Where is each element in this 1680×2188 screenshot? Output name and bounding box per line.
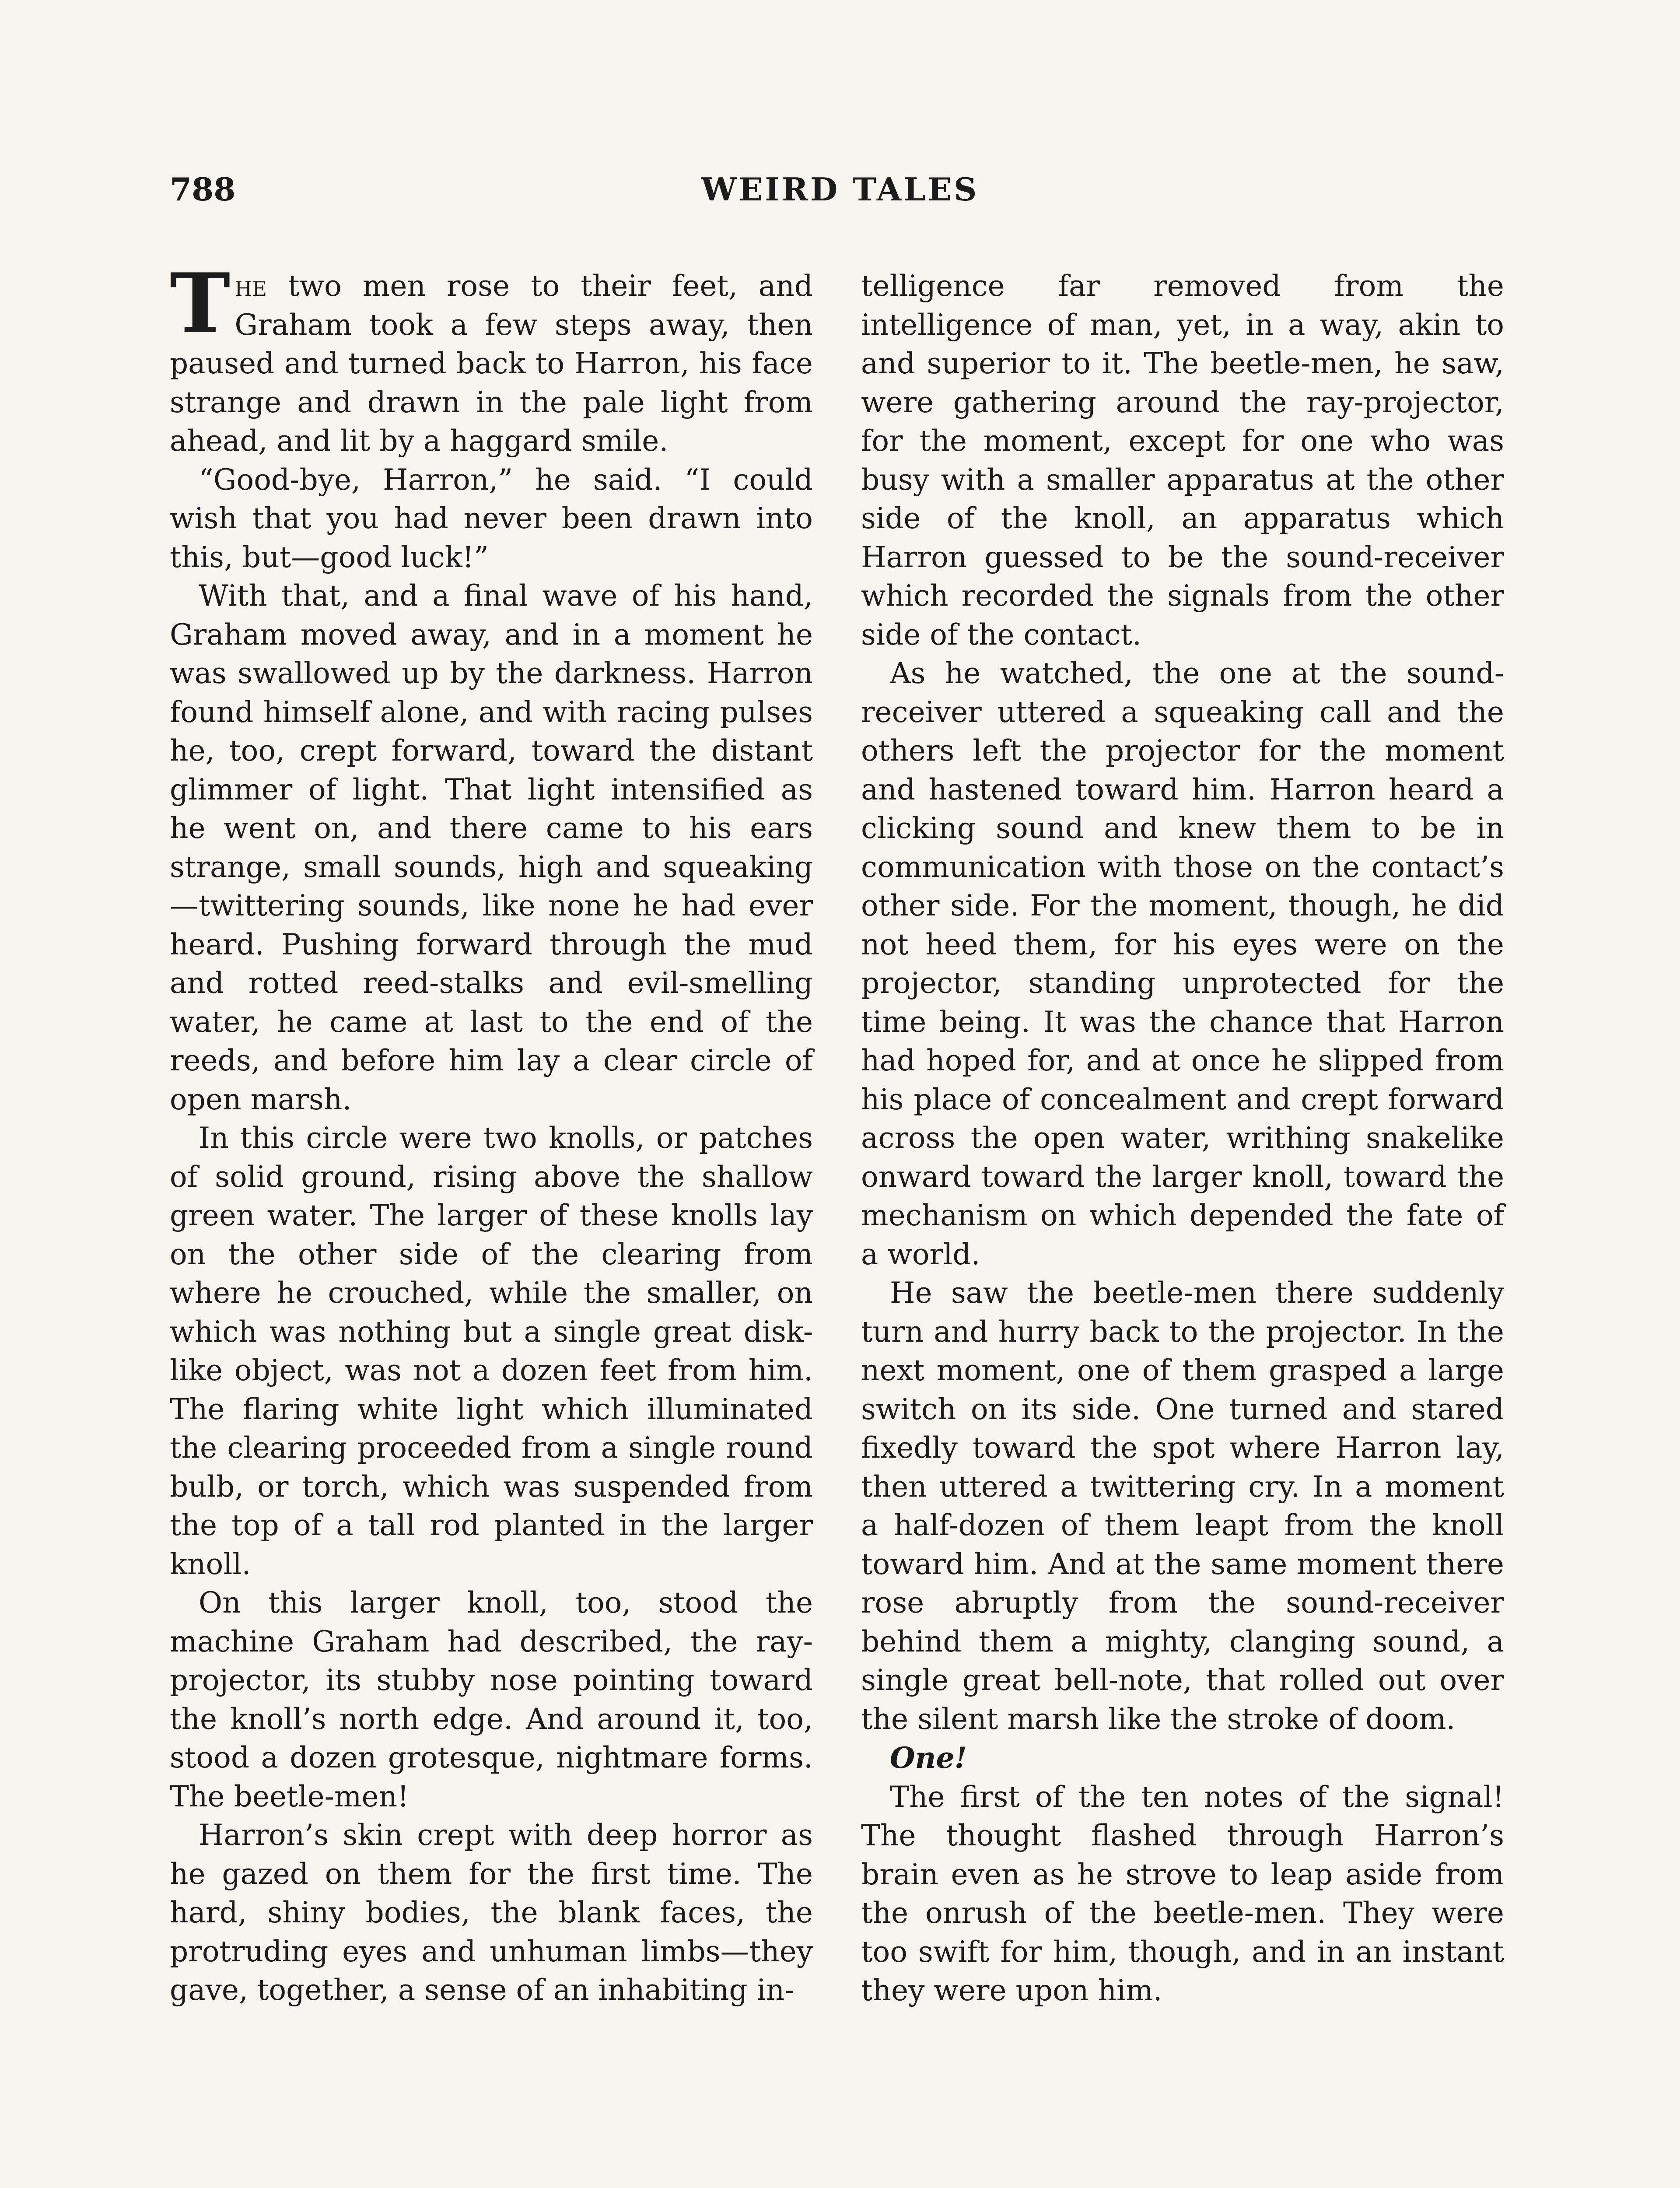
emphasis-one: One!: [890, 1741, 967, 1775]
paragraph: telligence far removed from the intelligence of man, yet, in a way, akin to and superior to it. The beetle-men, he saw, were gathering around the ray-projector, for the moment, except for one who was busy with a smaller apparatus at the other side of the knoll, an apparatus which Harron guessed to be the sound-receiver which recorded the signals from the other side of the contact.: [861, 269, 1504, 652]
paragraph: Harron’s skin crept with deep horror as he gazed on them for the first time. The hard, shiny bodies, the blank faces, the protruding eyes and unhuman limbs—they gave, together, a sense of an inhabiting in-: [170, 1818, 813, 2007]
paragraph: With that, and a final wave of his hand, Graham moved away, and in a moment he was swallowed up by the darkness. Harron found himself alone, and with racing pulses he, too, crept forward, toward the distant glimmer of light. That light intensified as he went on, and there came to his ears strange, small sounds, high and squeaking—twittering sounds, like none he had ever heard. Pushing forward through the mud and rotted reed-stalks and evil-smelling water, he came at last to the end of the reeds, and before him lay a clear circle of open marsh.: [170, 579, 813, 1116]
opening-small-caps: he: [234, 269, 267, 303]
paragraph: As he watched, the one at the sound-receiver uttered a squeaking call and the others left the projector for the moment and hastened toward him. Harron heard a clicking sound and knew them to be in communication with those on the contact’s other side. For the moment, though, he did not heed them, for his eyes were on the projector, standing unprotected for the time being. It was the chance that Harron had hoped for, and at once he slipped from his place of concealment and crept forward across the open water, writhing snakelike onward toward the larger knoll, toward the mechanism on which depended the fate of a world.: [861, 656, 1504, 1271]
running-title: WEIRD TALES: [701, 171, 979, 208]
paragraph: The first of the ten notes of the signal! The thought flashed through Harron’s brain even as he strove to leap aside from the onrush of the beetle-men. They were too swift for him, though, and in an instant they were upon him.: [861, 1780, 1504, 2007]
paragraph: On this larger knoll, too, stood the machine Graham had described, the ray-projector, its stubby nose pointing toward the knoll’s north edge. And around it, too, stood a dozen grotesque, nightmare forms. The beetle-men!: [170, 1586, 813, 1813]
page-number: 788: [170, 171, 236, 208]
paragraph: “Good-bye, Harron,” he said. “I could wish that you had never been drawn into this, but—good luck!”: [170, 463, 813, 574]
paragraph: He saw the beetle-men there suddenly turn and hurry back to the projector. In the next moment, one of them grasped a large switch on its side. One turned and stared fixedly toward the spot where Harron lay, then uttered a twittering cry. In a moment a half-dozen of them leapt from the knoll toward him. And at the same moment there rose abruptly from the sound-receiver behind them a mighty, clanging sound, a single great bell-note, that rolled out over the silent marsh like the stroke of doom.: [861, 1276, 1504, 1736]
paragraph-text: two men rose to their feet, and Graham took a few steps away, then paused and turned back to Harron, his face strange and drawn in the pale light from ahead, and lit by a haggard smile.: [170, 269, 813, 458]
paragraph: [861, 1739, 1504, 1778]
drop-cap: T: [170, 255, 231, 351]
paragraph: In this circle were two knolls, or patches of solid ground, rising above the shallow green water. The larger of these knolls lay on the other side of the clearing from where he crouched, while the smaller, on which was nothing but a single great disk-like object, was not a dozen feet from him. The flaring white light which illuminated the clearing proceeded from a single round bulb, or torch, which was suspended from the top of a tall rod planted in the larger knoll.: [170, 1121, 813, 1581]
paragraph: [170, 255, 813, 461]
right-column: [861, 267, 1504, 2010]
left-column: [170, 255, 813, 2010]
